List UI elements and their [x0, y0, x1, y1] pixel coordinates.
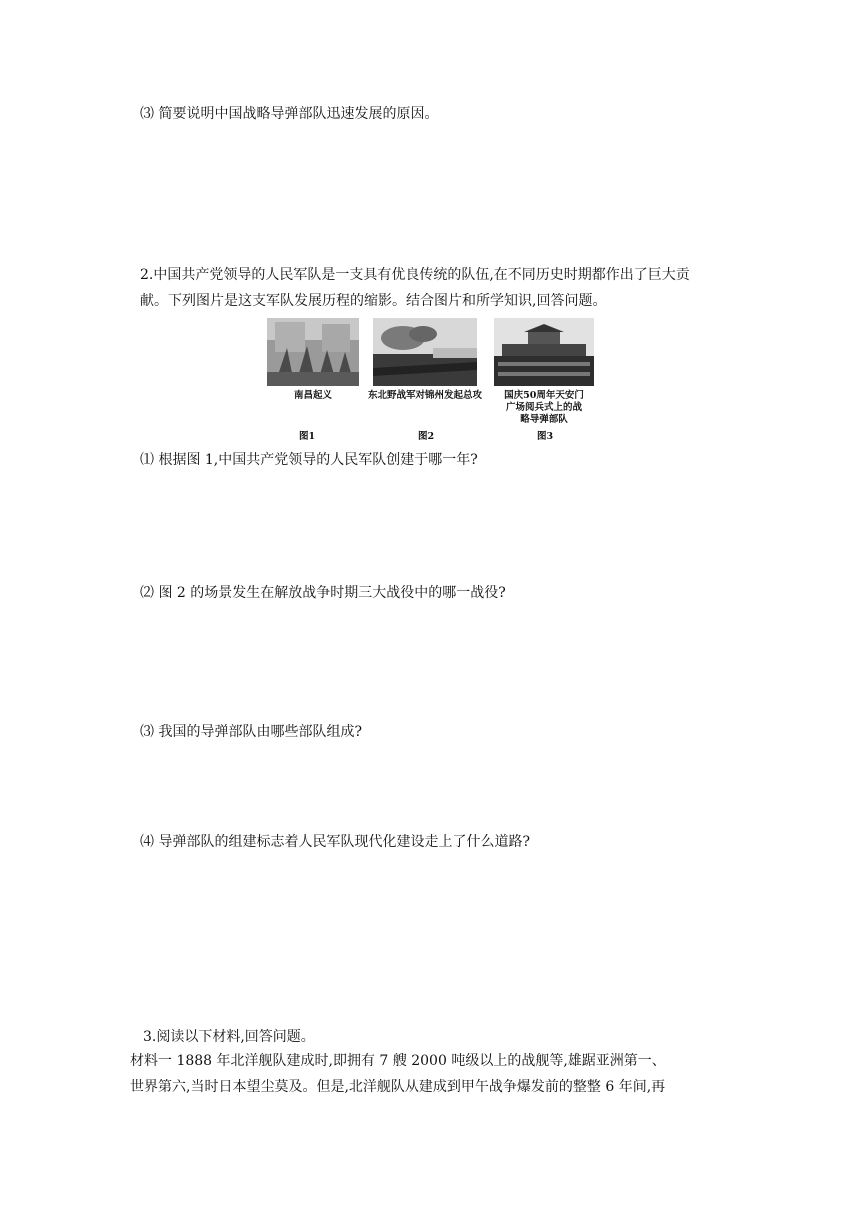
question-2-part-3: ⑶ 我国的导弹部队由哪些部队组成? — [140, 724, 362, 740]
question-3-stem: 3.阅读以下材料,回答问题。 — [143, 1029, 315, 1045]
figure-1-caption: 南昌起义 — [293, 390, 332, 401]
figure-3-caption-line-1: 国庆50周年天安门 — [504, 390, 584, 401]
figure-3-caption-line-2: 广场阅兵式上的战 — [505, 402, 582, 413]
question-2-part-2: ⑵ 图 2 的场景发生在解放战争时期三大战役中的哪一战役? — [140, 585, 506, 601]
figure-2-caption: 东北野战军对锦州发起总攻 — [367, 390, 482, 401]
figure-2-label: 图2 — [417, 431, 435, 442]
figure-1-label: 图1 — [298, 431, 316, 442]
figure-3-label: 图3 — [536, 431, 554, 442]
question-2-stem-line-2: 献。下列图片是这支军队发展历程的缩影。结合图片和所学知识,回答问题。 — [140, 293, 607, 309]
figure-group — [263, 318, 603, 442]
figure-3-caption-line-3: 略导弹部队 — [520, 414, 568, 425]
figure-2-photo — [373, 318, 477, 386]
question-2-stem-line-1: 2.中国共产党领导的人民军队是一支具有优良传统的队伍,在不同历史时期都作出了巨大贡 — [140, 267, 690, 283]
question-3-material-1-line-1: 材料一 1888 年北洋舰队建成时,即拥有 7 艘 2000 吨级以上的战舰等,雄踞亚洲第一、 — [130, 1053, 666, 1069]
question-1-part-3: ⑶ 简要说明中国战略导弹部队迅速发展的原因。 — [140, 106, 439, 122]
question-3-material-1-line-2: 世界第六,当时日本望尘莫及。但是,北洋舰队从建成到甲午战争爆发前的整整 6 年间,再 — [130, 1079, 666, 1095]
question-2-part-4: ⑷ 导弹部队的组建标志着人民军队现代化建设走上了什么道路? — [140, 834, 530, 850]
question-2-part-1: ⑴ 根据图 1,中国共产党领导的人民军队创建于哪一年? — [140, 452, 478, 468]
figure-3-photo — [494, 318, 594, 386]
figure-1-photo — [267, 318, 359, 386]
